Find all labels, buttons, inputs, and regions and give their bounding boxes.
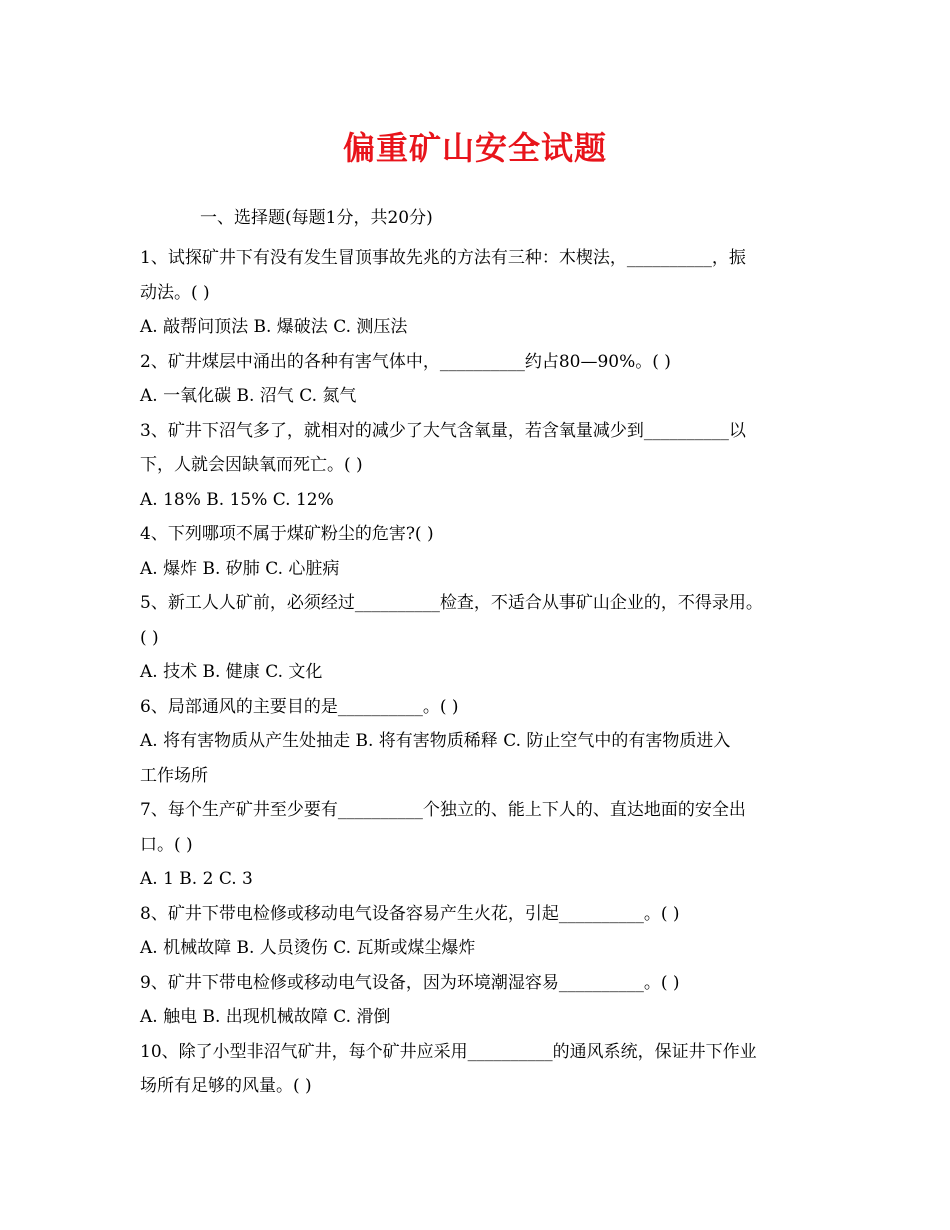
- question-1-text: 1、试探矿井下有没有发生冒顶事故先兆的方法有三种：木楔法，__________，振: [140, 248, 746, 268]
- question-10-text: 10、除了小型非沼气矿井，每个矿井应采用__________的通风系统，保证井下作业: [140, 1041, 757, 1062]
- question-5-options: A. 技术 B. 健康 C. 文化: [140, 662, 323, 682]
- document-title: 偏重矿山安全试题: [342, 129, 607, 167]
- question-3-text: 3、矿井下沼气多了，就相对的减少了大气含氧量，若含氧量减少到__________以: [140, 420, 746, 441]
- question-7-text-continued: 口。( ): [140, 834, 193, 855]
- question-1-options: A. 敲帮问顶法 B. 爆破法 C. 测压法: [140, 317, 408, 337]
- question-8-options: A. 机械故障 B. 人员烫伤 C. 瓦斯或煤尘爆炸: [140, 938, 476, 958]
- question-6-options-continued: 工作场所: [140, 765, 208, 786]
- question-4-options: A. 爆炸 B. 矽肺 C. 心脏病: [140, 558, 340, 579]
- question-1-text-continued: 动法。( ): [140, 282, 210, 303]
- question-9-options: A. 触电 B. 出现机械故障 C. 滑倒: [140, 1007, 391, 1027]
- question-5-text-continued: ( ): [140, 627, 159, 648]
- question-10-text-continued: 场所有足够的风量。( ): [140, 1076, 312, 1096]
- question-3-text-continued: 下，人就会因缺氧而死亡。( ): [140, 455, 363, 475]
- section-heading: 一、选择题(每题1分，共20分): [200, 208, 433, 228]
- question-6-options: A. 将有害物质从产生处抽走 B. 将有害物质稀释 C. 防止空气中的有害物质进入: [140, 731, 731, 751]
- question-7-options: A. 1 B. 2 C. 3: [140, 869, 253, 889]
- question-6-text: 6、局部通风的主要目的是__________。( ): [140, 696, 459, 717]
- question-3-options: A. 18% B. 15% C. 12%: [140, 489, 334, 510]
- question-2-text: 2、矿井煤层中涌出的各种有害气体中，__________约占80—90%。( ): [140, 351, 671, 372]
- question-9-text: 9、矿井下带电检修或移动电气设备，因为环境潮湿容易__________。( ): [140, 972, 680, 993]
- question-4-text: 4、下列哪项不属于煤矿粉尘的危害?( ): [140, 524, 434, 544]
- question-body: [140, 241, 816, 1104]
- question-5-text: 5、新工人人矿前，必须经过__________检查，不适合从事矿山企业的，不得录用。: [140, 593, 763, 613]
- question-2-options: A. 一氧化碳 B. 沼气 C. 氮气: [140, 386, 357, 406]
- question-7-text: 7、每个生产矿井至少要有__________个独立的、能上下人的、直达地面的安全出: [140, 800, 746, 820]
- question-8-text: 8、矿井下带电检修或移动电气设备容易产生火花，引起__________。( ): [140, 903, 680, 924]
